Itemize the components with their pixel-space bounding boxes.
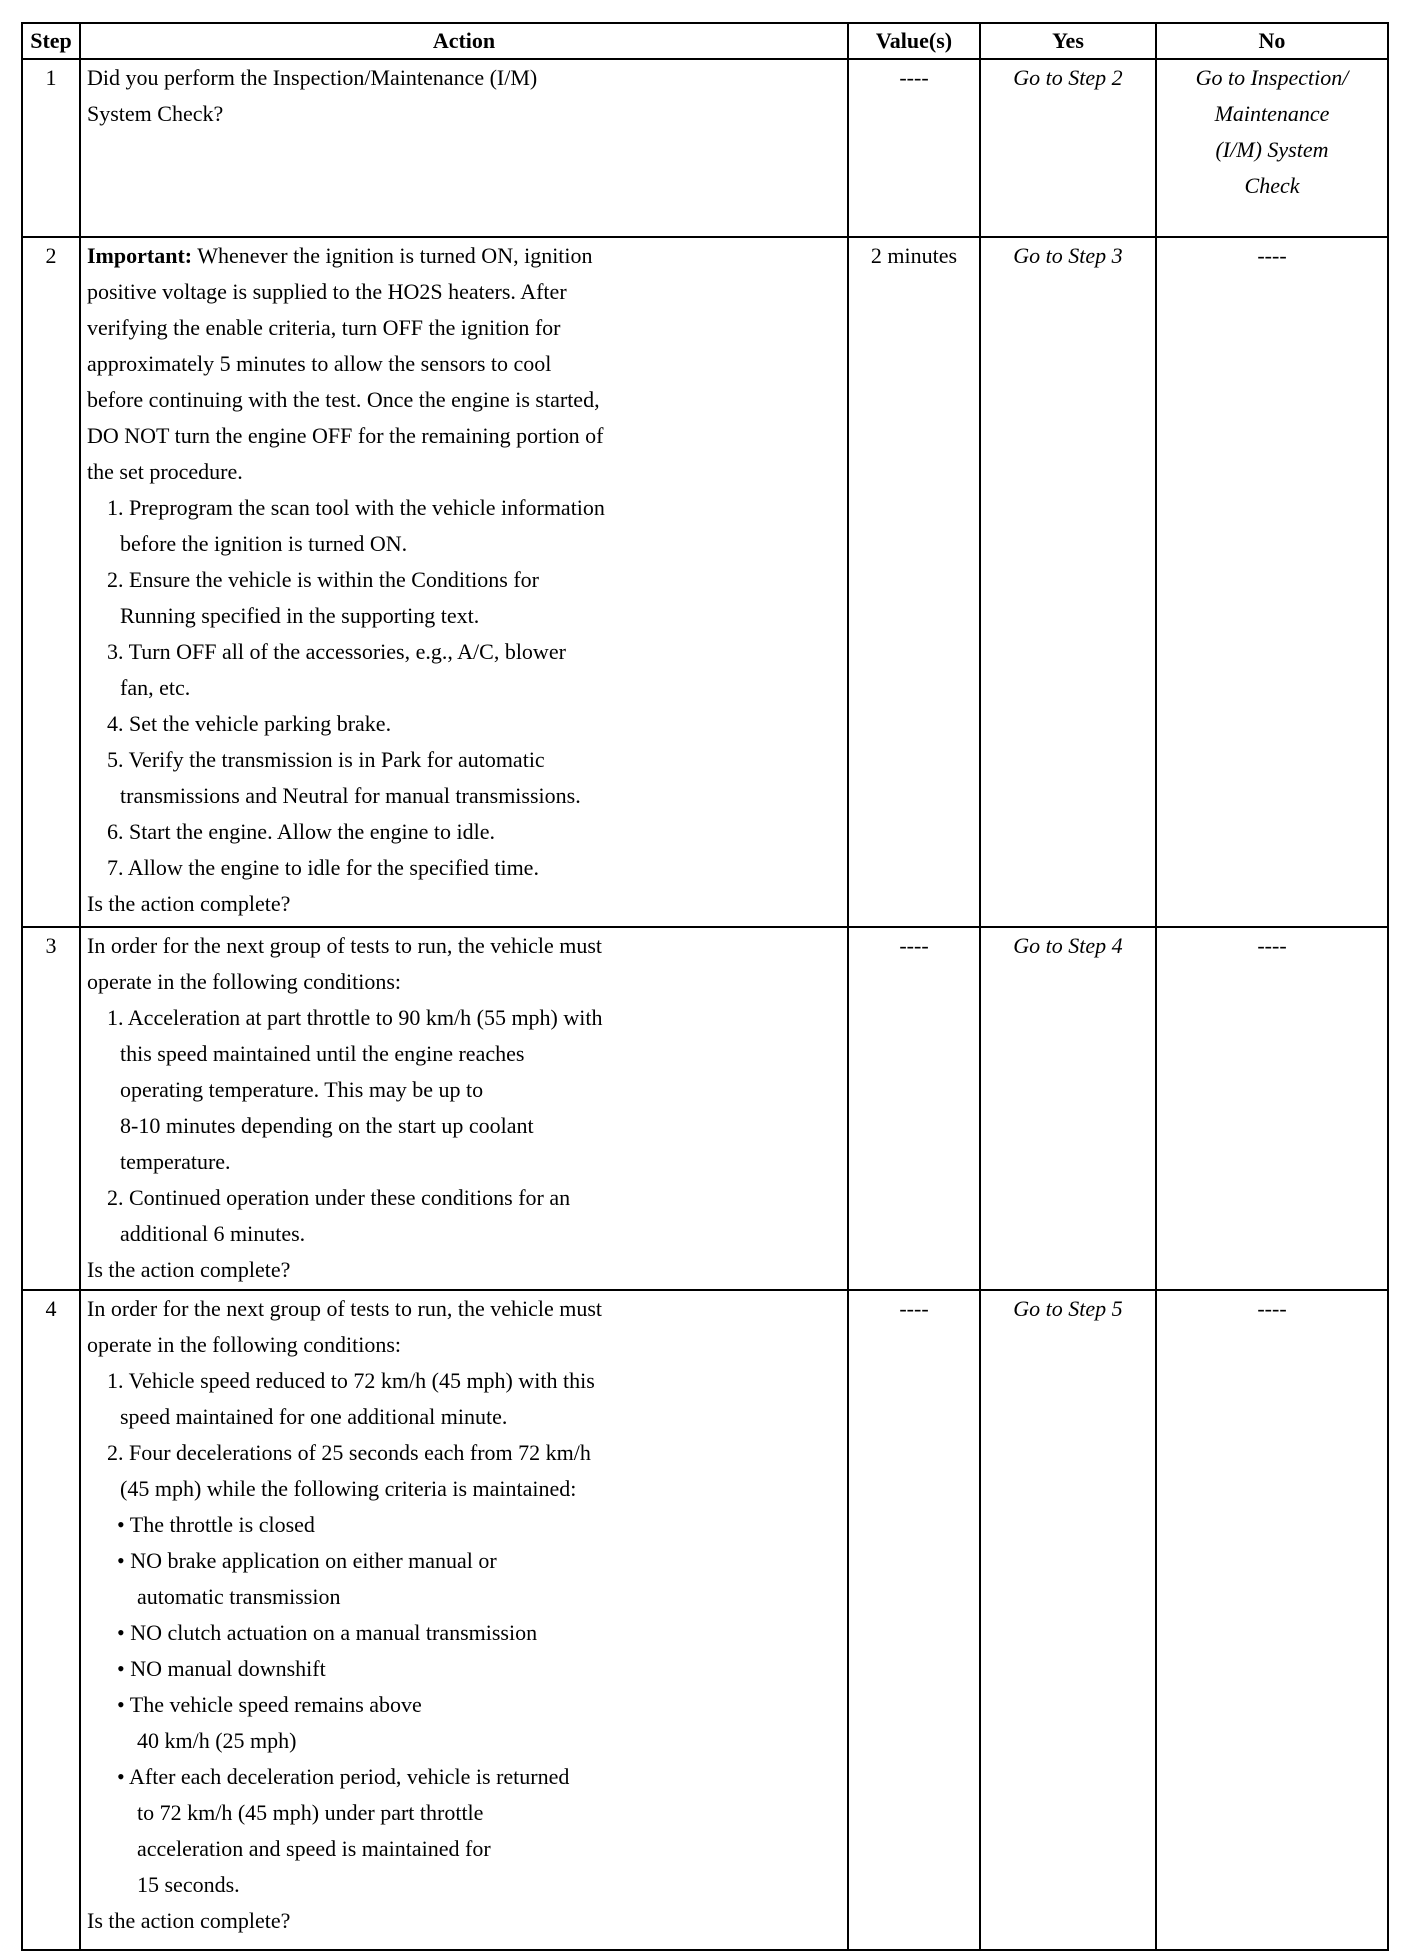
important-text: positive voltage is supplied to the HO2S heaters. After [87,279,567,304]
yes-go-to-step-3[interactable]: Go to Step 3 [980,237,1156,927]
procedure-step: 1. Vehicle speed reduced to 72 km/h (45 mph) with this [107,1368,595,1393]
intro-text: In order for the next group of tests to run, the vehicle must [87,933,603,958]
criteria-bullet: • NO manual downshift [117,1656,326,1681]
step-number: 4 [22,1290,80,1950]
procedure-step: 1. Preprogram the scan tool with the vehicle information [107,495,605,520]
question: Is the action complete? [87,891,291,916]
no-line: Maintenance [1214,101,1330,126]
criteria-bullet: • After each deceleration period, vehicle is returned [117,1764,570,1789]
header-yes: Yes [980,23,1156,59]
table-row-step-2 [22,237,1388,927]
procedure-step-cont: 8-10 minutes depending on the start up coolant [120,1113,534,1138]
criteria-bullet: • NO clutch actuation on a manual transmission [117,1620,538,1645]
procedure-step-cont: this speed maintained until the engine reaches [120,1041,525,1066]
question: Is the action complete? [87,1908,291,1933]
yes-go-to-step-2[interactable]: Go to Step 2 [980,59,1156,237]
value-cell: ---- [848,59,980,237]
procedure-step-cont: (45 mph) while the following criteria is maintained: [120,1476,577,1501]
value-cell: 2 minutes [848,237,980,927]
criteria-bullet-cont: automatic transmission [137,1584,341,1609]
header-action: Action [80,23,848,59]
criteria-bullet: • NO brake application on either manual or [117,1548,497,1573]
intro-text: operate in the following conditions: [87,1332,402,1357]
no-cell[interactable] [1156,59,1388,237]
procedure-step-cont: operating temperature. This may be up to [120,1077,484,1102]
question: Is the action complete? [87,1257,291,1282]
no-cell: ---- [1156,237,1388,927]
action-cell [80,927,848,1290]
criteria-bullet-cont: 40 km/h (25 mph) [137,1728,297,1753]
value-cell: ---- [848,1290,980,1950]
important-text: before continuing with the test. Once the engine is started, [87,387,600,412]
action-line: Did you perform the Inspection/Maintenance (I/M) [87,65,538,90]
header-step: Step [22,23,80,59]
important-label: Important: [87,243,193,268]
procedure-step: 7. Allow the engine to idle for the specified time. [107,855,539,880]
important-text: Whenever the ignition is turned ON, ignition [197,243,593,268]
no-cell: ---- [1156,927,1388,1290]
step-number: 2 [22,237,80,927]
criteria-bullet-cont: to 72 km/h (45 mph) under part throttle [137,1800,484,1825]
table-row-step-3 [22,927,1388,1290]
step-number: 3 [22,927,80,1290]
yes-go-to-step-5[interactable]: Go to Step 5 [980,1290,1156,1950]
no-line: Go to Inspection/ [1195,65,1349,90]
procedure-step-cont: additional 6 minutes. [120,1221,306,1246]
step-number: 1 [22,59,80,237]
procedure-step: 6. Start the engine. Allow the engine to idle. [107,819,495,844]
procedure-step-cont: before the ignition is turned ON. [120,531,408,556]
no-cell: ---- [1156,1290,1388,1950]
value-cell: ---- [848,927,980,1290]
action-line: System Check? [87,101,224,126]
table-row-step-1 [22,59,1388,237]
procedure-step-cont: temperature. [120,1149,231,1174]
no-line: (I/M) System [1215,137,1329,162]
procedure-step: 2. Continued operation under these conditions for an [107,1185,571,1210]
action-cell [80,59,848,237]
action-cell [80,1290,848,1950]
procedure-step: 5. Verify the transmission is in Park for automatic [107,747,545,772]
procedure-step: 3. Turn OFF all of the accessories, e.g., A/C, blower [107,639,566,664]
criteria-bullet-cont: acceleration and speed is maintained for [137,1836,491,1861]
action-cell [80,237,848,927]
yes-go-to-step-4[interactable]: Go to Step 4 [980,927,1156,1290]
procedure-step: 2. Ensure the vehicle is within the Conditions for [107,567,539,592]
procedure-step-cont: fan, etc. [120,675,191,700]
criteria-bullet-cont: 15 seconds. [137,1872,240,1897]
important-text: the set procedure. [87,459,243,484]
procedure-step: 4. Set the vehicle parking brake. [107,711,392,736]
header-no: No [1156,23,1388,59]
table-row-step-4 [22,1290,1388,1950]
header-row [22,23,1388,59]
procedure-step-cont: Running specified in the supporting text. [120,603,480,628]
criteria-bullet: • The throttle is closed [117,1512,315,1537]
important-text: verifying the enable criteria, turn OFF the ignition for [87,315,561,340]
intro-text: operate in the following conditions: [87,969,402,994]
diagnostic-procedure-table [21,22,1389,1951]
procedure-step: 1. Acceleration at part throttle to 90 km/h (55 mph) with [107,1005,603,1030]
procedure-step-cont: transmissions and Neutral for manual transmissions. [120,783,581,808]
intro-text: In order for the next group of tests to run, the vehicle must [87,1296,603,1321]
important-text: approximately 5 minutes to allow the sensors to cool [87,351,552,376]
header-values: Value(s) [848,23,980,59]
procedure-step-cont: speed maintained for one additional minute. [120,1404,508,1429]
procedure-step: 2. Four decelerations of 25 seconds each from 72 km/h [107,1440,591,1465]
important-text: DO NOT turn the engine OFF for the remaining portion of [87,423,604,448]
criteria-bullet: • The vehicle speed remains above [117,1692,422,1717]
no-line: Check [1244,173,1300,198]
